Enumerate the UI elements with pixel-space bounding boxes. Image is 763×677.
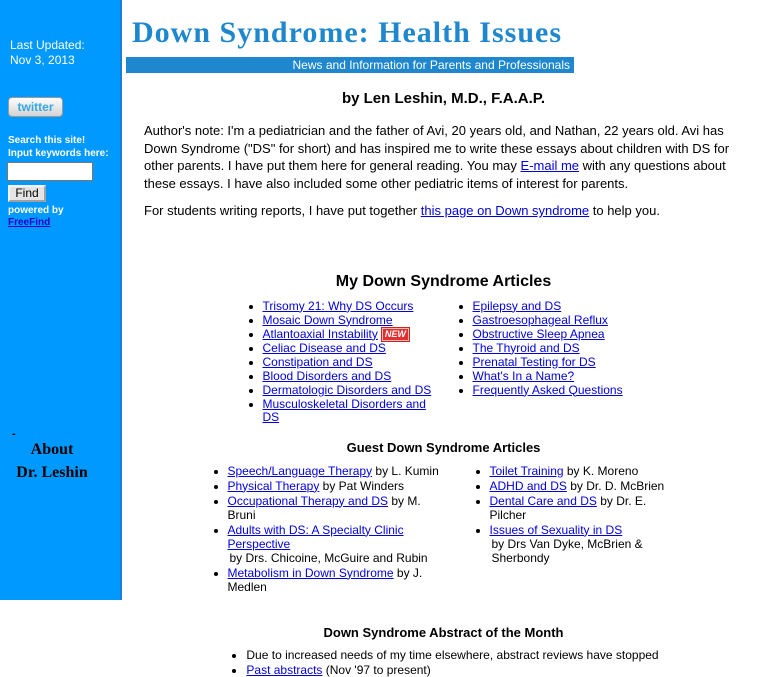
article-list-item (228, 494, 450, 522)
sidebar-dash: - (12, 428, 16, 440)
article-link[interactable]: Constipation and DS (262, 354, 373, 369)
students-text-1: For students writing reports, I have put together (144, 203, 421, 218)
article-link[interactable]: Trisomy 21: Why DS Occurs (262, 298, 414, 313)
article-list-item (263, 342, 433, 355)
intro-paragraph-1 (144, 122, 755, 192)
powered-by-label: powered by (8, 205, 64, 216)
article-link[interactable]: Issues of Sexuality in DS (489, 522, 623, 537)
article-list-item (473, 370, 643, 383)
article-link[interactable]: Past abstracts (246, 662, 323, 677)
article-link[interactable]: What's In a Name? (472, 368, 575, 383)
article-link[interactable]: Musculoskeletal Disorders and DS (262, 396, 426, 424)
tagline-bar (126, 57, 574, 73)
main-content (124, 0, 763, 677)
about-link-line1: About (30, 441, 74, 458)
article-link[interactable]: Atlantoaxial Instability (262, 326, 378, 341)
my-articles-heading: My Down Syndrome Articles (335, 272, 552, 290)
email-link[interactable]: E-mail me (520, 158, 580, 173)
author-credit: by K. Moreno (563, 463, 639, 478)
article-link[interactable]: Occupational Therapy and DS (227, 493, 389, 508)
abstract-heading: Down Syndrome Abstract of the Month (323, 624, 564, 640)
article-list-item (473, 342, 643, 355)
twitter-button[interactable]: twitter (8, 97, 63, 117)
article-link[interactable]: Physical Therapy (227, 478, 320, 493)
article-link[interactable]: Frequently Asked Questions (472, 382, 623, 397)
article-list-item (263, 300, 433, 313)
tagline-text: News and Information for Parents and Professionals (292, 58, 570, 72)
article-link[interactable]: Blood Disorders and DS (262, 368, 392, 383)
article-list-item (490, 494, 678, 522)
about-dr-leshin-link[interactable] (0, 438, 104, 484)
last-updated-date: Nov 3, 2013 (10, 53, 75, 67)
article-list-item (263, 398, 433, 424)
article-link[interactable]: Celiac Disease and DS (262, 340, 386, 355)
article-link[interactable]: Speech/Language Therapy (227, 463, 373, 478)
guest-articles-right-list (472, 464, 678, 595)
student-page-link[interactable]: this page on Down syndrome (420, 203, 590, 218)
article-list-item (473, 356, 643, 369)
search-label-line2: Input keywords here: (8, 148, 109, 159)
author-credit: by L. Kumin (372, 463, 439, 478)
search-label-line1: Search this site! (8, 135, 86, 146)
my-articles-left-list (245, 300, 433, 425)
text-list-item (246, 648, 658, 662)
students-text-2: to help you. (589, 203, 660, 218)
article-link[interactable]: ADHD and DS (489, 478, 567, 493)
article-list-item (228, 566, 450, 594)
article-link[interactable]: Adults with DS: A Specialty Clinic Perspective (227, 522, 404, 551)
article-link[interactable]: Mosaic Down Syndrome (262, 312, 393, 327)
article-list-item (263, 356, 433, 369)
guest-articles-columns (124, 464, 763, 595)
abstract-list (228, 648, 658, 677)
guest-articles-heading: Guest Down Syndrome Articles (346, 439, 541, 455)
intro-text-1: Author's note: I'm a pediatrician and the father of Avi, 20 years old, and Nathan, 22 years old. Avi has Down Syndrome ("DS" for short) and has inspired me to write these essays about children with DS for other parents. I have put them here for general reading. You may (144, 123, 730, 173)
article-link[interactable]: Obstructive Sleep Apnea (472, 326, 605, 341)
article-link[interactable]: Dental Care and DS (489, 493, 597, 508)
article-link[interactable]: Dermatologic Disorders and DS (262, 382, 432, 397)
author-credit: by M. Bruni (227, 493, 421, 522)
page-title: Down Syndrome: Health Issues (132, 16, 562, 49)
article-link[interactable]: The Thyroid and DS (472, 340, 580, 355)
last-updated (10, 38, 85, 68)
article-list-item (263, 314, 433, 327)
my-articles-right-list (455, 300, 643, 425)
find-button[interactable]: Find (8, 185, 46, 202)
article-list-item (228, 523, 450, 565)
search-label (8, 134, 109, 160)
my-articles-columns (124, 300, 763, 425)
author-credit-continued: by Drs. Chicoine, McGuire and Rubin (229, 550, 428, 565)
article-list-item (263, 328, 433, 341)
new-badge: NEW (382, 328, 409, 341)
article-link[interactable]: Epilepsy and DS (472, 298, 562, 313)
intro-paragraph-2 (144, 202, 755, 220)
article-list-item (246, 663, 658, 677)
article-list-item (473, 328, 643, 341)
author-credit: by J. Medlen (227, 565, 423, 594)
article-list-item (263, 370, 433, 383)
sidebar (0, 0, 122, 600)
article-link[interactable]: Metabolism in Down Syndrome (227, 565, 394, 580)
article-list-item (228, 479, 450, 493)
article-link[interactable]: Toilet Training (489, 463, 564, 478)
article-list-item (473, 314, 643, 327)
guest-articles-left-list (210, 464, 450, 595)
article-list-item (228, 464, 450, 478)
search-input[interactable] (7, 162, 93, 181)
intro-text-2: with any questions about these essays. I have also included some other pediatric items of interest for parents. (144, 158, 726, 191)
article-list-item (473, 300, 643, 313)
article-list-item (490, 523, 678, 565)
author-credit: by Dr. E. Pilcher (489, 493, 647, 522)
author-credit: by Pat Winders (319, 478, 405, 493)
article-list-item (263, 384, 433, 397)
article-link[interactable]: Prenatal Testing for DS (472, 354, 596, 369)
article-list-item (473, 384, 643, 397)
bullet-text: Due to increased needs of my time elsewhere, abstract reviews have stopped (246, 647, 659, 662)
author-credit-continued: by Drs Van Dyke, McBrien & Sherbondy (491, 536, 643, 565)
byline: by Len Leshin, M.D., F.A.A.P. (341, 90, 546, 107)
article-list-item (490, 479, 678, 493)
author-credit: by Dr. D. McBrien (566, 478, 665, 493)
article-list-item (490, 464, 678, 478)
article-link[interactable]: Gastroesophageal Reflux (472, 312, 608, 327)
about-link-line2: Dr. Leshin (16, 464, 88, 481)
last-updated-label: Last Updated: (10, 38, 85, 52)
freefind-link[interactable]: FreeFind (8, 217, 51, 228)
bullet-suffix: (Nov '97 to present) (322, 662, 431, 677)
